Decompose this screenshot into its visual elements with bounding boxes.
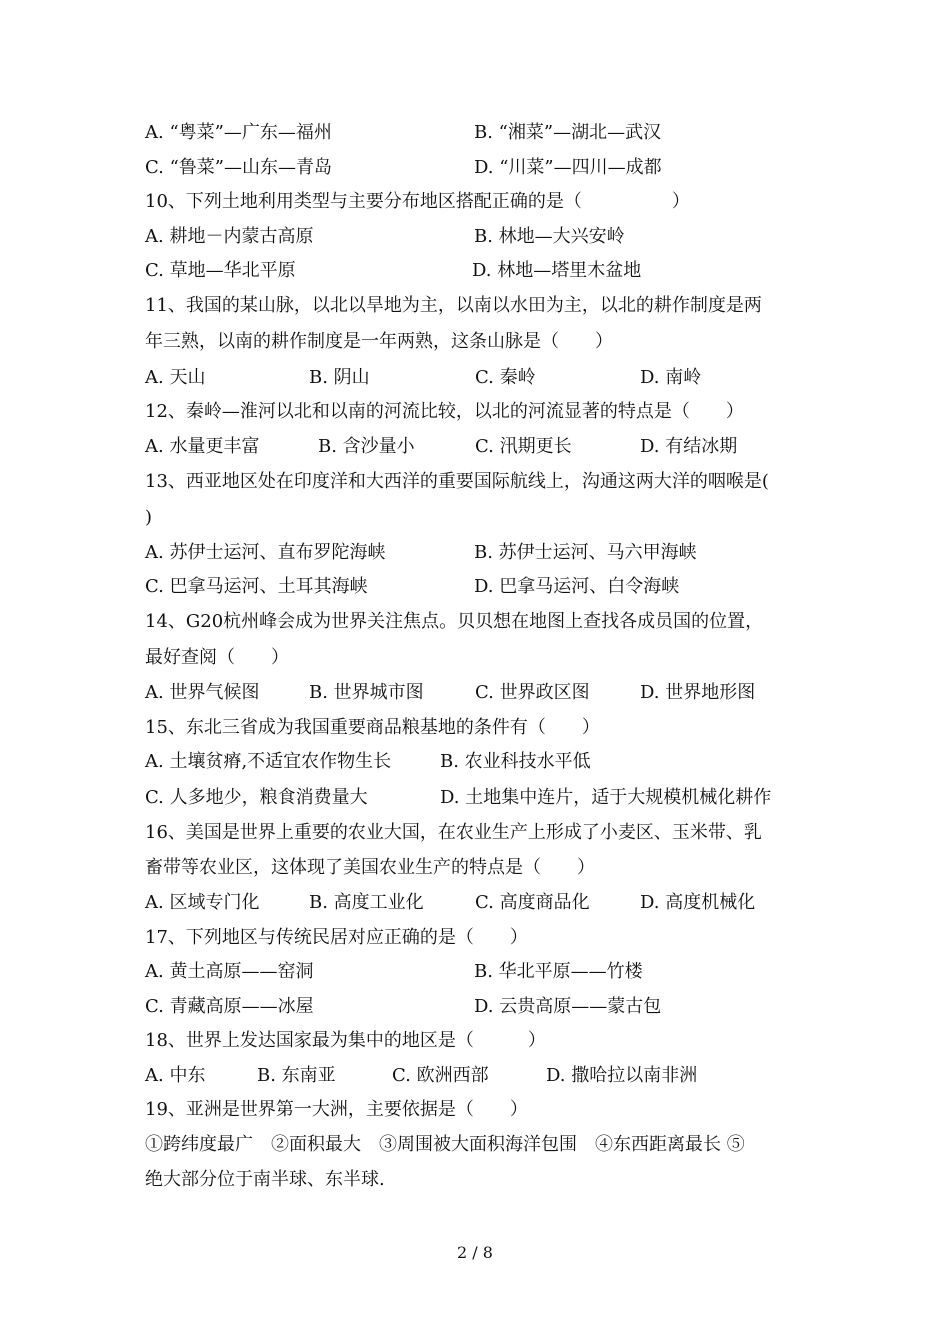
question-13-cont: ) — [145, 507, 153, 528]
option-c: C. 人多地少，粮食消费量大 — [145, 787, 368, 808]
option-a: A. 苏伊士运河、直布罗陀海峡 — [145, 542, 386, 563]
option-b: B. 农业科技水平低 — [440, 751, 591, 772]
option-b: B. 阴山 — [309, 367, 370, 388]
option-c: C. 青藏高原——冰屋 — [145, 996, 314, 1017]
question-19-statements: ①跨纬度最广 ②面积最大 ③周围被大面积海洋包围 ④东西距离最长 ⑤ — [145, 1134, 745, 1155]
option-a: A. 区域专门化 — [145, 892, 260, 913]
option-c: C. 秦岭 — [475, 367, 536, 388]
question-13: 13、西亚地区处在印度洋和大西洋的重要国际航线上，沟通这两大洋的咽喉是( — [145, 471, 769, 492]
option-b: B. 苏伊士运河、马六甲海峡 — [474, 542, 697, 563]
option-d: D. 高度机械化 — [640, 892, 756, 913]
option-d: D. 林地—塔里木盆地 — [472, 260, 642, 281]
option-d: D. 土地集中连片，适于大规模机械化耕作 — [440, 787, 772, 808]
option-a: A. 黄土高原——窑洞 — [145, 961, 314, 982]
question-16: 16、美国是世界上重要的农业大国，在农业生产上形成了小麦区、玉米带、乳 — [145, 822, 762, 843]
option-d: D. 南岭 — [640, 367, 702, 388]
option-a: A. 中东 — [145, 1065, 206, 1086]
option-b: B. “湘菜”—湖北—武汉 — [474, 122, 662, 143]
option-b: B. 华北平原——竹楼 — [474, 961, 643, 982]
question-10: 10、下列土地利用类型与主要分布地区搭配正确的是（ ） — [145, 191, 690, 212]
question-15: 15、东北三省成为我国重要商品粮基地的条件有（ ） — [145, 717, 600, 738]
option-d: D. 世界地形图 — [640, 682, 756, 703]
option-a: A. 耕地－内蒙古高原 — [145, 226, 314, 247]
option-c: C. 高度商品化 — [475, 892, 590, 913]
option-c: C. “鲁菜”—山东—青岛 — [145, 157, 332, 178]
question-14: 14、G20杭州峰会成为世界关注焦点。贝贝想在地图上查找各成员国的位置， — [145, 611, 764, 632]
option-d: D. “川菜”—四川—成都 — [474, 157, 662, 178]
question-11: 11、我国的某山脉，以北以旱地为主，以南以水田为主，以北的耕作制度是两 — [145, 295, 762, 316]
option-d: D. 云贵高原——蒙古包 — [474, 996, 662, 1017]
option-a: A. 天山 — [145, 367, 206, 388]
question-11-cont: 年三熟，以南的耕作制度是一年两熟，这条山脉是（ ） — [145, 331, 613, 352]
option-d: D. 有结冰期 — [640, 436, 738, 457]
question-12: 12、秦岭—淮河以北和以南的河流比较，以北的河流显著的特点是（ ） — [145, 401, 744, 422]
page-number: 2 / 8 — [457, 1243, 493, 1262]
option-a: A. 世界气候图 — [145, 682, 260, 703]
question-19-statements-cont: 绝大部分位于南半球、东半球. — [145, 1169, 385, 1190]
option-a: A. 水量更丰富 — [145, 436, 260, 457]
question-16-cont: 畜带等农业区，这体现了美国农业生产的特点是（ ） — [145, 857, 595, 878]
option-d: D. 巴拿马运河、白令海峡 — [474, 576, 680, 597]
question-18: 18、世界上发达国家最为集中的地区是（ ） — [145, 1030, 546, 1051]
option-c: C. 欧洲西部 — [392, 1065, 489, 1086]
option-b: B. 东南亚 — [257, 1065, 336, 1086]
option-b: B. 林地—大兴安岭 — [474, 226, 625, 247]
option-c: C. 汛期更长 — [475, 436, 572, 457]
option-d: D. 撒哈拉以南非洲 — [546, 1065, 698, 1086]
option-c: C. 世界政区图 — [475, 682, 590, 703]
option-a: A. “粤菜”—广东—福州 — [145, 122, 332, 143]
question-17: 17、下列地区与传统民居对应正确的是（ ） — [145, 927, 528, 948]
option-c: C. 草地—华北平原 — [145, 260, 296, 281]
question-19: 19、亚洲是世界第一大洲，主要依据是（ ） — [145, 1099, 528, 1120]
option-c: C. 巴拿马运河、土耳其海峡 — [145, 576, 368, 597]
question-14-cont: 最好查阅（ ） — [145, 647, 289, 668]
option-b: B. 高度工业化 — [309, 892, 424, 913]
option-b: B. 世界城市图 — [309, 682, 424, 703]
option-a: A. 土壤贫瘠,不适宜农作物生长 — [145, 751, 392, 772]
option-b: B. 含沙量小 — [318, 436, 415, 457]
